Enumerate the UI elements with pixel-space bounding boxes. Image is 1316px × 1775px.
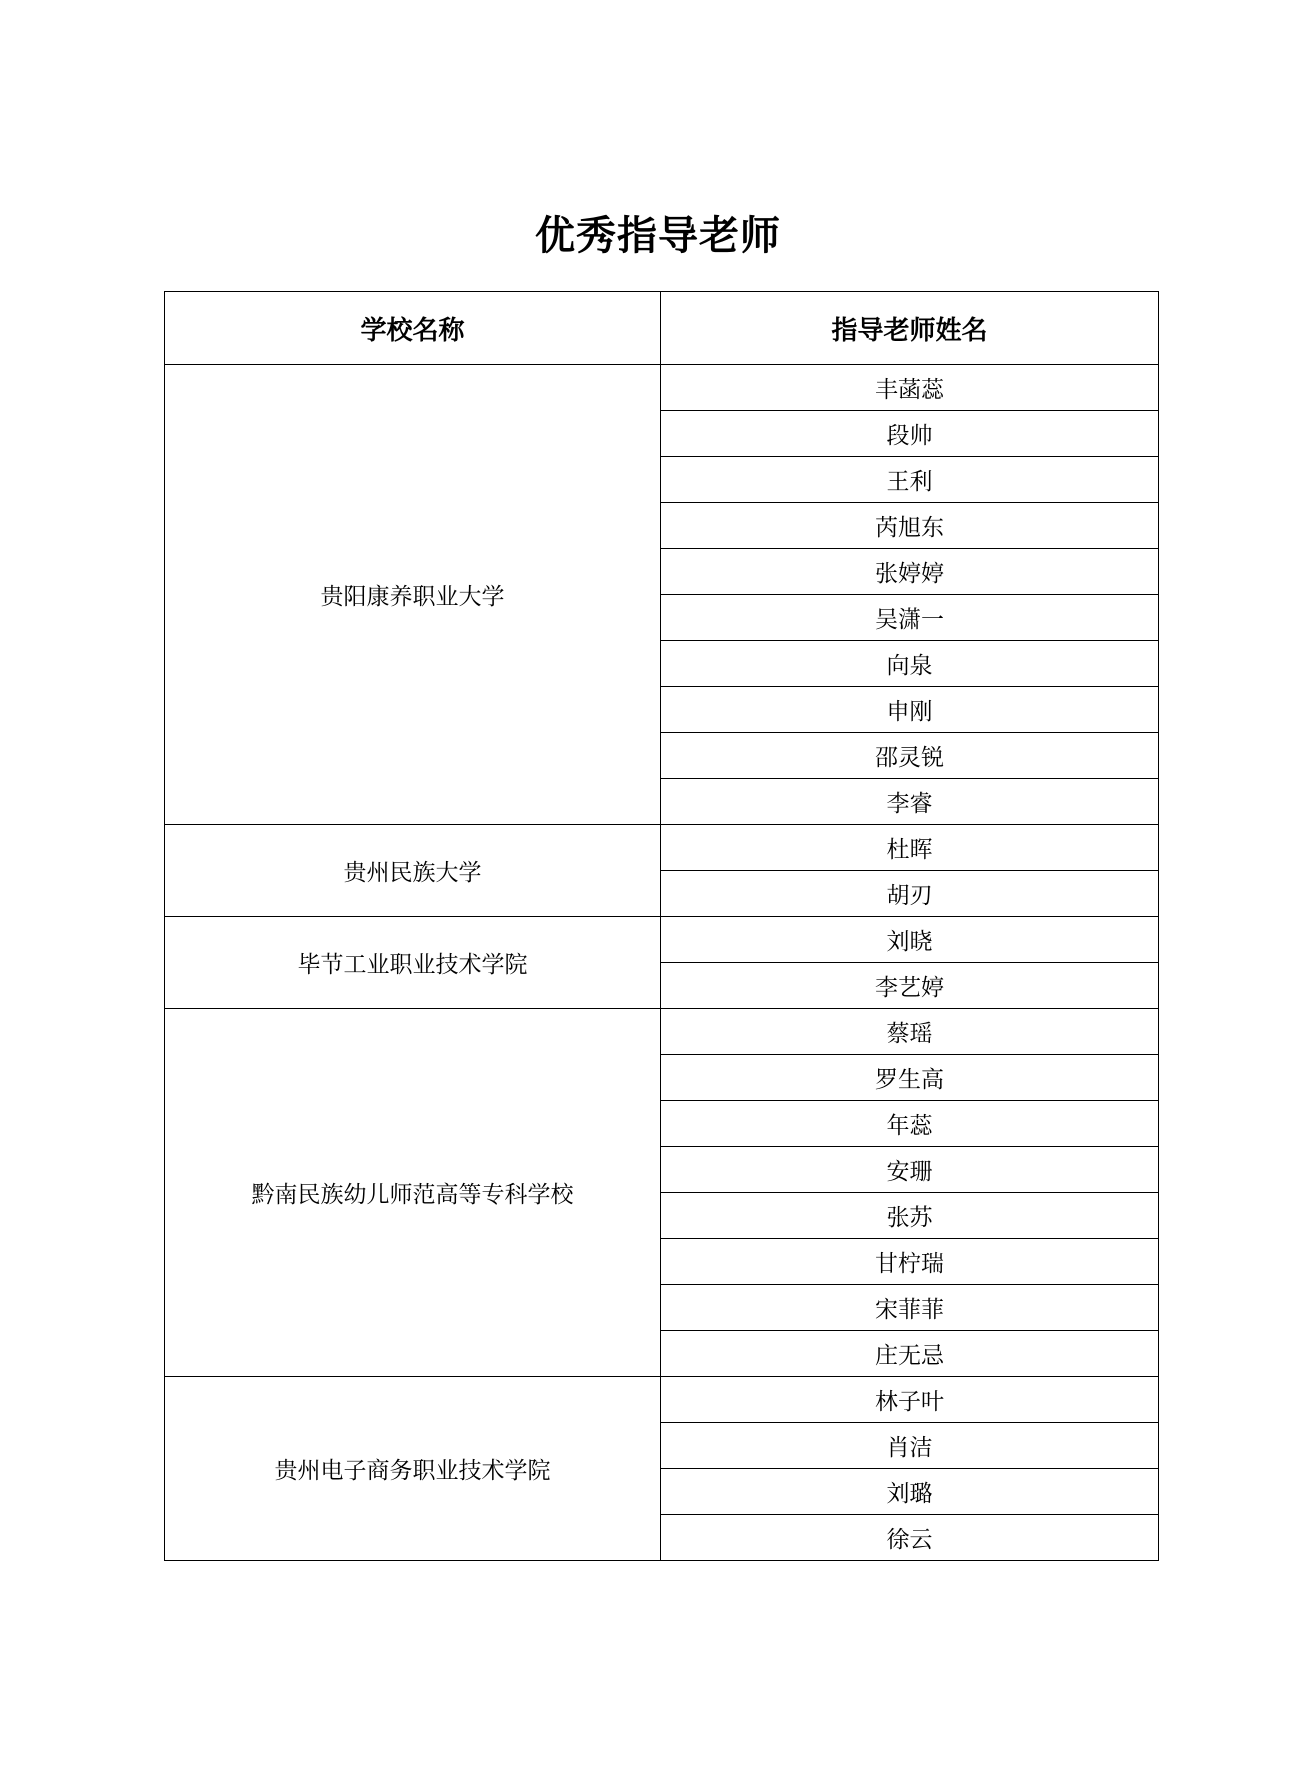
header-teacher-name: 指导老师姓名 [661, 292, 1159, 365]
school-name-cell: 黔南民族幼儿师范高等专科学校 [165, 1009, 661, 1377]
teacher-name-cell: 年蕊 [661, 1101, 1159, 1147]
teacher-name-cell: 张苏 [661, 1193, 1159, 1239]
teacher-name-cell: 丰菡蕊 [661, 365, 1159, 411]
teacher-name-cell: 胡刃 [661, 871, 1159, 917]
teacher-name-cell: 吴潇一 [661, 595, 1159, 641]
school-name-cell: 贵州民族大学 [165, 825, 661, 917]
teacher-name-cell: 段帅 [661, 411, 1159, 457]
table-row [165, 825, 1159, 871]
teacher-name-cell: 刘璐 [661, 1469, 1159, 1515]
school-name-cell: 毕节工业职业技术学院 [165, 917, 661, 1009]
teacher-name-cell: 宋菲菲 [661, 1285, 1159, 1331]
table-row [165, 365, 1159, 411]
teacher-name-cell: 安珊 [661, 1147, 1159, 1193]
teacher-name-cell: 肖洁 [661, 1423, 1159, 1469]
teacher-name-cell: 庄无忌 [661, 1331, 1159, 1377]
table-header-row [165, 292, 1159, 365]
table-body [165, 365, 1159, 1561]
teacher-name-cell: 邵灵锐 [661, 733, 1159, 779]
teacher-name-cell: 李睿 [661, 779, 1159, 825]
teacher-name-cell: 王利 [661, 457, 1159, 503]
teachers-table [164, 291, 1159, 1561]
header-school-name: 学校名称 [165, 292, 661, 365]
table-row [165, 917, 1159, 963]
teacher-name-cell: 张婷婷 [661, 549, 1159, 595]
teacher-name-cell: 罗生高 [661, 1055, 1159, 1101]
teacher-name-cell: 向泉 [661, 641, 1159, 687]
page-title: 优秀指导老师 [535, 213, 781, 259]
teacher-name-cell: 甘柠瑞 [661, 1239, 1159, 1285]
teacher-name-cell: 杜晖 [661, 825, 1159, 871]
table-row [165, 1009, 1159, 1055]
table-row [165, 1377, 1159, 1423]
teacher-name-cell: 林子叶 [661, 1377, 1159, 1423]
school-name-cell: 贵阳康养职业大学 [165, 365, 661, 825]
school-name-cell: 贵州电子商务职业技术学院 [165, 1377, 661, 1561]
teacher-name-cell: 刘晓 [661, 917, 1159, 963]
teacher-name-cell: 徐云 [661, 1515, 1159, 1561]
teacher-name-cell: 蔡瑶 [661, 1009, 1159, 1055]
teacher-name-cell: 芮旭东 [661, 503, 1159, 549]
teacher-name-cell: 李艺婷 [661, 963, 1159, 1009]
teacher-name-cell: 申刚 [661, 687, 1159, 733]
